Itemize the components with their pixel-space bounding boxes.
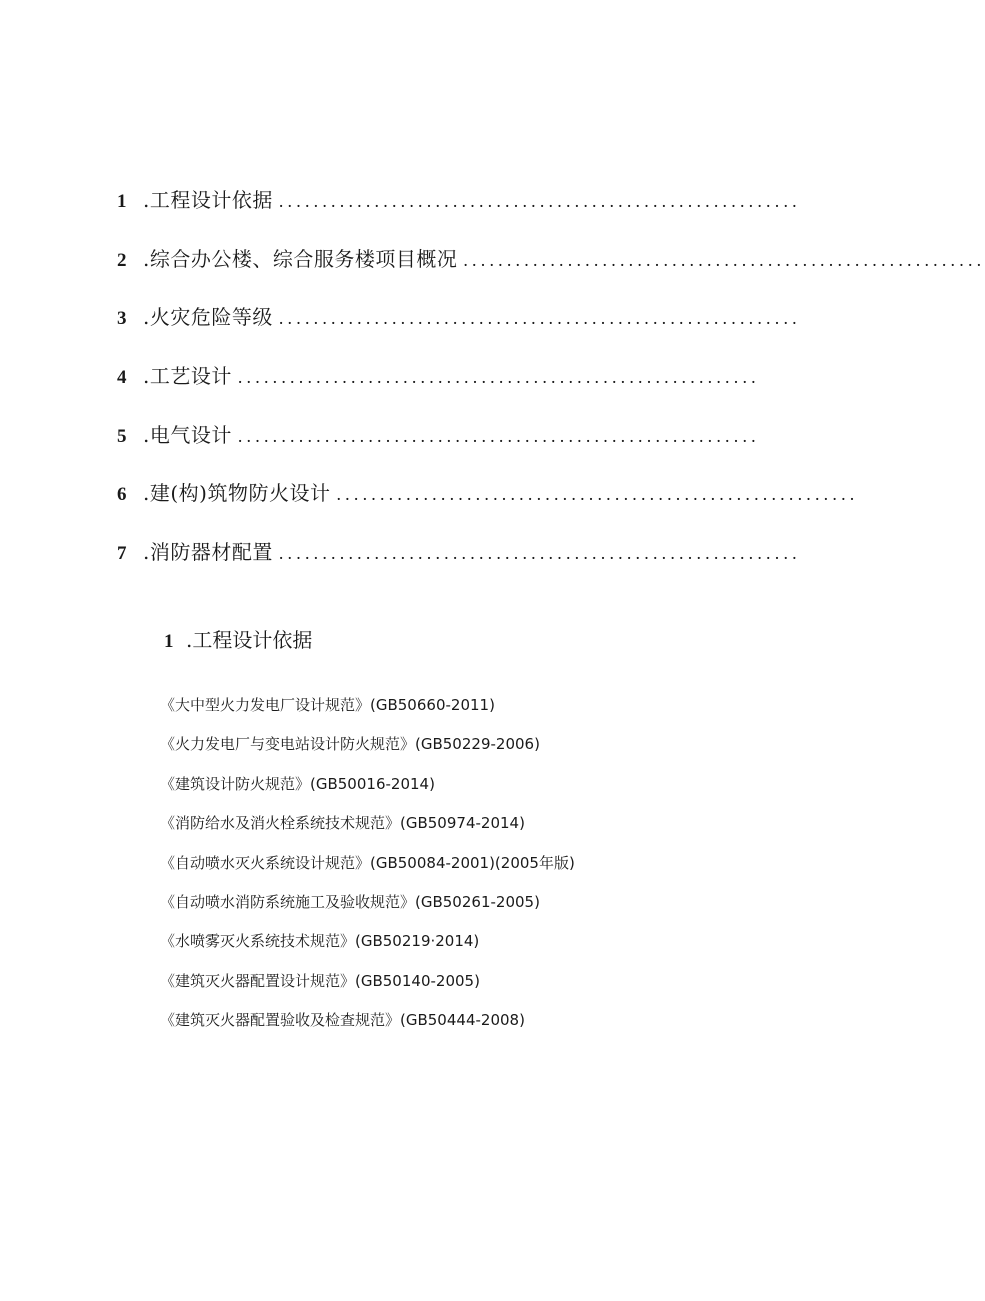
toc-entry-title: .火灾危险等级 <box>143 305 273 330</box>
reference-list <box>160 694 760 1049</box>
toc-leader-dots: ............................................................ <box>463 249 985 270</box>
toc-entry-1[interactable] <box>117 184 801 243</box>
reference-item: 《建筑灭火器配置设计规范》(GB50140-2005) <box>160 971 480 990</box>
toc-entry-4[interactable] <box>117 360 778 419</box>
reference-item: 《火力发电厂与变电站设计防火规范》(GB50229-2006) <box>160 735 540 754</box>
toc-leader-dots: ............................................................ <box>237 425 760 446</box>
toc-entry-number: 5 <box>117 425 127 447</box>
toc-leader-dots: ............................................................ <box>278 543 801 564</box>
reference-item: 《水喷雾灭火系统技术规范》(GB50219·2014) <box>160 932 480 951</box>
toc-leader-dots: ............................................................ <box>278 308 801 329</box>
toc-entry-title: .建(构)筑物防火设计 <box>143 481 331 506</box>
reference-item: 《大中型火力发电厂设计规范》(GB50660-2011) <box>160 696 495 714</box>
toc-entry-title: .消防器材配置 <box>143 540 273 565</box>
toc-leader-dots: ............................................................ <box>237 367 760 388</box>
toc-entry-number: 6 <box>117 484 127 506</box>
toc-entry-2[interactable] <box>117 243 985 302</box>
toc-entry-title: .工程设计依据 <box>143 188 273 212</box>
section-title: .工程设计依据 <box>186 628 313 652</box>
toc-entry-number: 1 <box>117 191 127 212</box>
reference-item: 《消防给水及消火栓系统技术规范》(GB50974-2014) <box>160 814 525 833</box>
toc-entry-number: 7 <box>117 543 127 565</box>
toc-leader-dots: ............................................................ <box>336 484 859 505</box>
toc-entry-6[interactable] <box>117 477 859 536</box>
toc-leader-dots: ............................................................ <box>278 191 801 211</box>
reference-item: 《自动喷水灭火系统设计规范》(GB50084-2001)(2005年版) <box>160 853 575 872</box>
section-number: 1 <box>164 631 174 652</box>
toc-entry-title: .综合办公楼、综合服务楼项目概况 <box>143 246 458 271</box>
reference-item: 《建筑灭火器配置验收及检查规范》(GB50444-2008) <box>160 1011 525 1030</box>
toc-entry-3[interactable] <box>117 301 801 360</box>
toc-entry-7[interactable] <box>117 536 801 595</box>
table-of-contents <box>117 184 985 595</box>
toc-entry-number: 2 <box>117 249 127 271</box>
section-heading <box>164 624 312 653</box>
toc-entry-title: .电气设计 <box>143 422 232 447</box>
toc-entry-5[interactable] <box>117 419 778 478</box>
reference-item: 《自动喷水消防系统施工及验收规范》(GB50261-2005) <box>160 892 540 911</box>
toc-entry-number: 3 <box>117 308 127 330</box>
toc-entry-number: 4 <box>117 367 127 389</box>
toc-entry-title: .工艺设计 <box>143 364 232 389</box>
reference-item: 《建筑设计防火规范》(GB50016-2014) <box>160 774 435 793</box>
